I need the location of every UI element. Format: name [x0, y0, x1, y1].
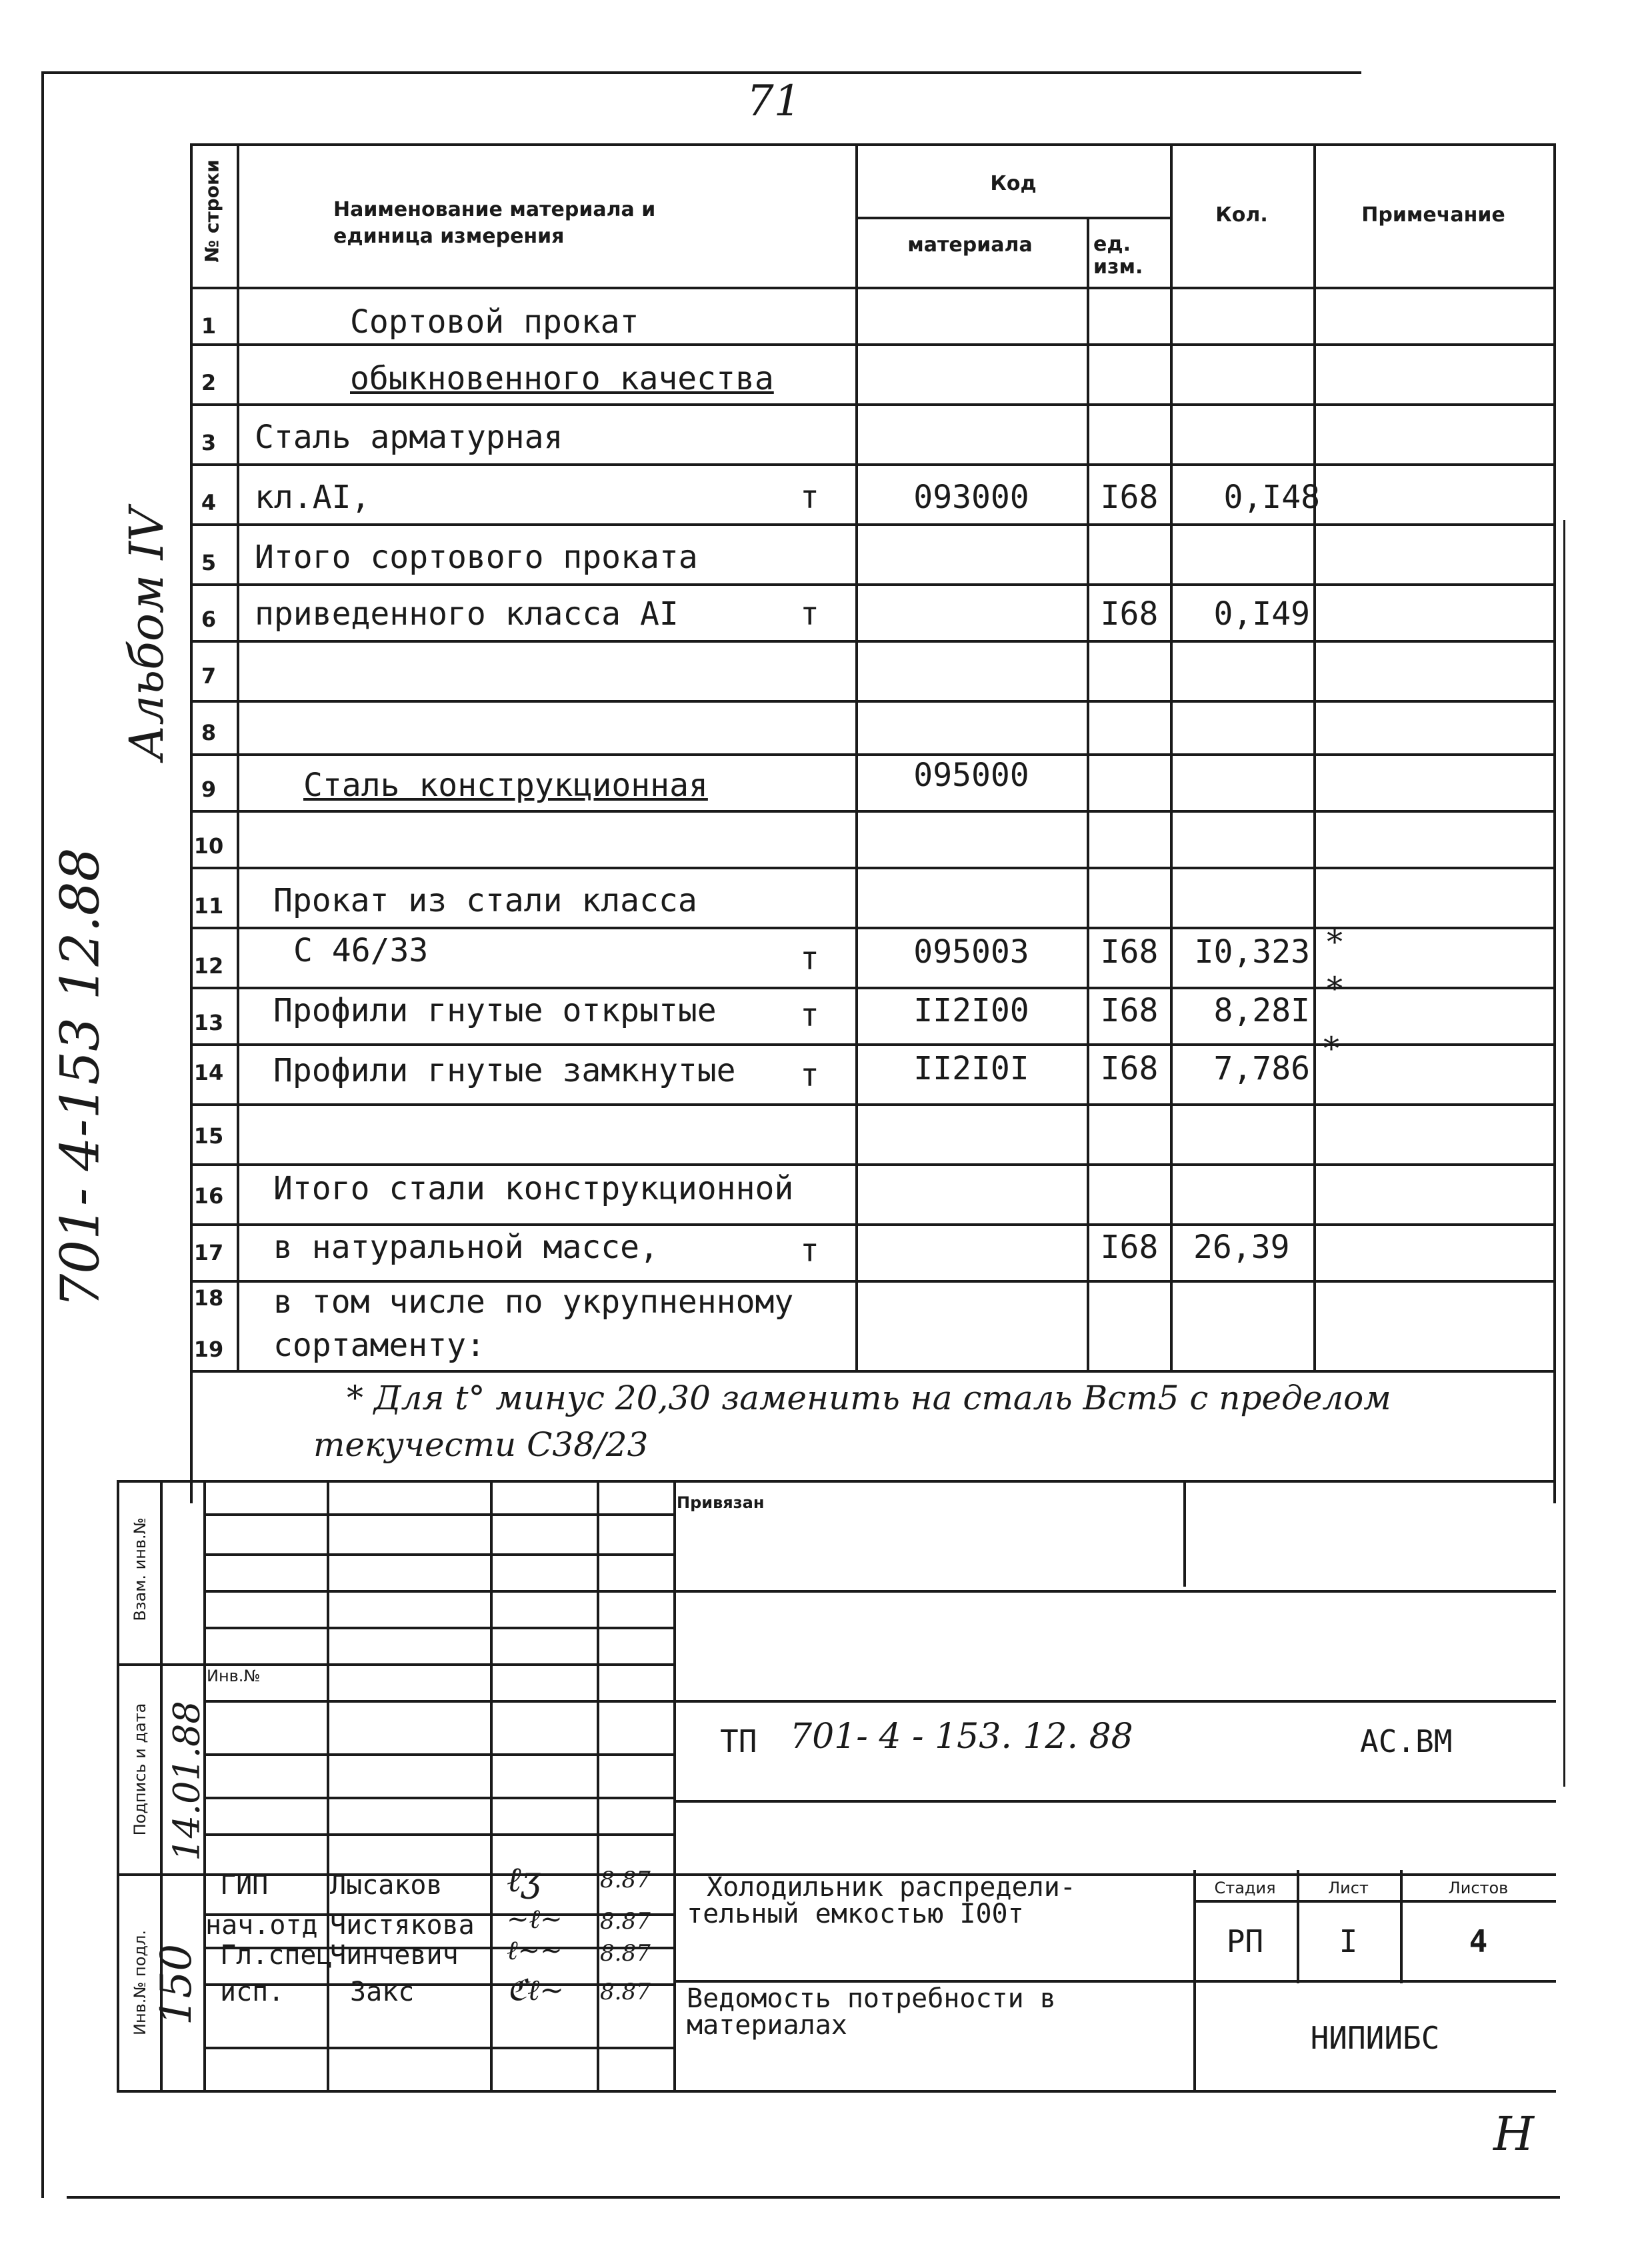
material-code: II2I00	[913, 992, 1029, 1029]
unit-code: I68	[1100, 1050, 1159, 1087]
row-number: 11	[193, 893, 224, 919]
quantity: 0,I49	[1213, 595, 1310, 633]
staff-role: нач.отд	[205, 1910, 318, 1941]
unit-code: I68	[1100, 992, 1159, 1029]
material-name: в том числе по укрупненному	[273, 1283, 794, 1321]
material-code: 093000	[913, 479, 1029, 516]
material-name: Итого сортового проката	[255, 539, 698, 576]
material-unit: т	[800, 997, 819, 1034]
staff-name: Закс	[350, 1977, 415, 2007]
footnote-line-2: текучести С38/23	[313, 1425, 649, 1464]
row-number: 1	[201, 313, 217, 339]
material-name: в натуральной массе,	[273, 1229, 659, 1266]
row-number: 5	[201, 550, 217, 575]
side-label-original-inv: Инв.№ подл.	[131, 1930, 149, 2035]
header-material-name: Наименование материала и единица измерения	[333, 198, 656, 248]
sheet-name-line-2: материалах	[687, 2010, 847, 2041]
row-number: 7	[201, 663, 217, 689]
material-code: II2I0I	[913, 1050, 1029, 1087]
object-name-line-1: Холодильник распредели-	[707, 1872, 1076, 1903]
material-name: С 46/33	[293, 932, 429, 969]
stage-label: Стадия	[1214, 1879, 1276, 1897]
signature-icon: ~ℓ~	[507, 1904, 563, 1935]
sheets-label: Листов	[1448, 1879, 1509, 1897]
row-number: 2	[201, 370, 217, 395]
stage-value: РП	[1226, 1923, 1264, 1959]
page-number: 71	[747, 77, 801, 126]
material-unit: т	[800, 595, 819, 633]
sheet-name-line-1: Ведомость потребности в	[687, 1983, 1056, 2014]
material-code: 095000	[913, 757, 1029, 794]
note-asterisk: *	[1323, 1030, 1339, 1067]
row-number: 17	[193, 1240, 224, 1265]
material-name: обыкновенного качества	[350, 360, 774, 397]
material-name: Сталь арматурная	[255, 419, 563, 456]
material-unit: т	[800, 940, 819, 977]
material-name: Профили гнутые открытые	[273, 992, 717, 1029]
material-name: Прокат из стали класса	[273, 882, 697, 919]
row-number: 13	[193, 1010, 224, 1035]
quantity: 26,39	[1193, 1229, 1290, 1266]
document-mark: АС.ВМ	[1360, 1723, 1453, 1759]
header-code: Код	[990, 172, 1037, 195]
material-code: 095003	[913, 933, 1029, 971]
signature-icon: ℭℓ~	[507, 1973, 565, 2007]
row-number: 14	[193, 1060, 224, 1085]
quantity: I0,323	[1194, 933, 1310, 971]
side-album-label: Альбом IV	[119, 507, 174, 761]
privyazan-label: Привязан	[677, 1493, 765, 1512]
side-label-replace-inv: Взам. инв.№	[131, 1517, 149, 1621]
side-label-signature-date: Подпись и дата	[131, 1703, 149, 1836]
material-unit: т	[800, 1232, 819, 1269]
organization: НИПИИБС	[1310, 2020, 1440, 2056]
header-row-number: № строки	[201, 159, 223, 263]
staff-name: Чистякова	[330, 1910, 475, 1941]
quantity: 7,786	[1213, 1050, 1310, 1087]
material-name: Сортовой прокат	[350, 303, 639, 341]
row-number: 15	[193, 1123, 224, 1149]
row-number: 6	[201, 607, 217, 632]
sheets-value: 4	[1469, 1923, 1488, 1959]
sheet-label: Лист	[1328, 1879, 1369, 1897]
signature-icon: ℓ~~	[507, 1935, 563, 1966]
row-number: 9	[201, 777, 217, 802]
material-name: приведенного класса AI	[255, 595, 679, 633]
material-unit: т	[800, 1057, 819, 1094]
material-name: Итого стали конструкционной	[273, 1170, 794, 1207]
row-number: 3	[201, 430, 217, 455]
row-number: 16	[193, 1183, 224, 1209]
inventory-number: 150	[152, 1943, 201, 2026]
staff-role: ГИП	[220, 1870, 269, 1901]
corner-mark: Н	[1493, 2107, 1535, 2161]
staff-date: 8.87	[600, 1867, 651, 1893]
sheet-value: I	[1339, 1923, 1358, 1959]
row-number: 10	[193, 833, 224, 859]
staff-name: Лысаков	[330, 1870, 443, 1901]
inv-label: Инв.№	[207, 1667, 261, 1685]
header-code-material: материала	[907, 233, 1033, 257]
unit-code: I68	[1100, 479, 1159, 516]
header-note: Примечание	[1361, 203, 1505, 227]
staff-date: 8.87	[600, 1940, 651, 1967]
material-name: Сталь конструкционная	[303, 767, 708, 804]
material-name: Профили гнутые замкнутые	[273, 1052, 736, 1089]
row-number: 12	[193, 953, 224, 979]
row-number: 19	[193, 1337, 224, 1362]
material-unit: т	[800, 479, 819, 516]
staff-name: Чинчевич	[330, 1940, 459, 1971]
staff-role: исп.	[220, 1977, 285, 2007]
unit-code: I68	[1100, 595, 1159, 633]
signature-icon: ℓʒ	[507, 1860, 541, 1900]
material-name: сортаменту:	[273, 1327, 485, 1364]
side-document-code: 701- 4-153 12.88	[49, 847, 111, 1308]
document-code-prefix: ТП	[720, 1723, 757, 1759]
quantity: 0,I48	[1223, 479, 1320, 516]
signature-date-value: 14.01.88	[165, 1701, 208, 1861]
unit-code: I68	[1100, 933, 1159, 971]
staff-date: 8.87	[600, 1908, 651, 1935]
row-number: 8	[201, 720, 217, 745]
staff-role: Гл.спец	[220, 1940, 333, 1971]
material-name: кл.AI,	[255, 479, 371, 516]
footnote-line-1: * Для t° минус 20,30 заменить на сталь Вст5 с пределом	[347, 1379, 1391, 1417]
note-asterisk: *	[1327, 970, 1343, 1007]
object-name-line-2: тельный емкостью I00т	[687, 1899, 1024, 1929]
header-quantity: Кол.	[1215, 203, 1268, 227]
quantity: 8,28I	[1213, 992, 1310, 1029]
document-code: 701- 4 - 153. 12. 88	[790, 1717, 1133, 1757]
staff-date: 8.87	[600, 1979, 651, 2005]
unit-code: I68	[1100, 1229, 1159, 1266]
row-number: 4	[201, 490, 217, 515]
header-code-unit: ед. изм.	[1093, 233, 1143, 279]
note-asterisk: *	[1327, 923, 1343, 961]
row-number: 18	[193, 1285, 224, 1311]
